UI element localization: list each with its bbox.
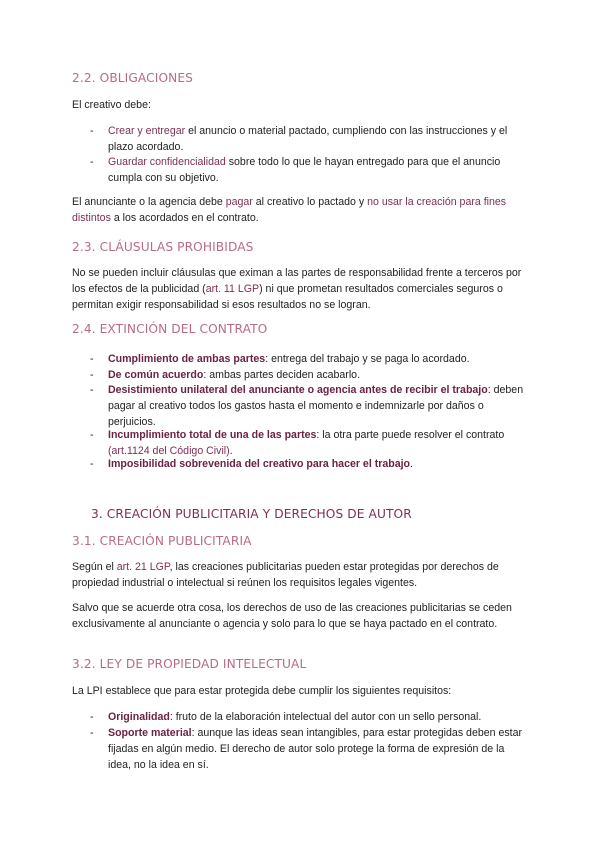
list-item-text: : entrega del trabajo y se paga lo acordado.: [265, 353, 470, 365]
text-run: El anunciante o la agencia debe: [72, 196, 226, 208]
bullet-dash: -: [90, 156, 94, 168]
obligaciones-intro: El creativo debe:: [72, 99, 151, 111]
bullet-dash: -: [90, 727, 94, 739]
bullet-dash: -: [90, 353, 94, 365]
list-item: [90, 155, 530, 187]
clausulas-paragraph: [72, 266, 532, 314]
section-heading-obligaciones: 2.2. OBLIGACIONES: [72, 71, 193, 85]
lpi-intro: La LPI establece que para estar protegida debe cumplir los siguientes requisitos:: [72, 685, 452, 697]
section-heading-clausulas: 2.3. CLÁUSULAS PROHIBIDAS: [72, 240, 254, 254]
creacion-paragraph-2: Salvo que se acuerde otra cosa, los derechos de uso de las creaciones publicitarias se ceden exclusivamente al anunciante o agencia y solo para lo que se haya pactado en el contrato.: [72, 602, 512, 630]
text-run: a los acordados en el contrato.: [110, 211, 259, 224]
highlight-term: art. 21 LGP: [116, 561, 170, 573]
section-heading-lpi: 3.2. LEY DE PROPIEDAD INTELECTUAL: [72, 657, 307, 671]
section-heading-creacion: 3.1. CREACIÓN PUBLICITARIA: [72, 534, 252, 548]
bullet-dash: -: [90, 711, 94, 723]
text-run: al creativo lo pactado y: [252, 196, 368, 208]
bullet-dash: -: [90, 125, 94, 137]
bold-term: Cumplimiento de ambas partes: [108, 353, 266, 365]
highlight-term: pagar: [225, 196, 253, 208]
text-run: .: [229, 444, 233, 457]
bullet-dash: -: [90, 384, 94, 396]
list-item-text: : la otra parte puede resolver el contrato: [316, 429, 505, 441]
creacion-paragraph-1: [72, 560, 532, 592]
list-item-text: el anuncio o material pactado, cumpliendo con las instrucciones y el plazo acordado.: [108, 125, 508, 153]
list-item-text: : aunque las ideas sean intangibles, para estar protegidas deben estar fijadas en algún medio. El derecho de autor solo protege la forma de expresión de la idea, no la idea en sí.: [108, 727, 523, 771]
highlight-term: (art.1124 del Código Civil): [108, 444, 230, 457]
list-item-text: : fruto de la elaboración intelectual del autor con un sello personal.: [169, 711, 482, 723]
bold-term: De común acuerdo: [108, 369, 204, 381]
list-item: [90, 368, 530, 384]
list-item-text: : ambas partes deciden acabarlo.: [203, 369, 361, 381]
list-item: [90, 457, 530, 473]
list-item-text: sobre todo lo que le hayan entregado para que el anuncio cumpla con su objetivo.: [108, 156, 501, 184]
bold-term: Soporte material: [108, 727, 192, 739]
text-run: No se pueden incluir cláusulas que eximan a las partes de responsabilidad frente a terceros por los efectos de la publicidad (: [72, 267, 522, 295]
bold-term: Incumplimiento total de una de las partes: [108, 429, 317, 441]
highlight-term: art. 11 LGP: [205, 282, 260, 295]
list-item-text: : deben pagar al creativo todos los gastos hasta el momento e indemnizarle por daños o perjuicios.: [108, 384, 524, 428]
list-item: [90, 726, 530, 774]
obligaciones-paragraph: [72, 195, 532, 227]
highlight-term: Guardar confidencialidad: [108, 156, 226, 168]
list-item: [90, 383, 530, 431]
list-item-text: .: [410, 458, 413, 470]
list-item: [90, 428, 530, 460]
bullet-dash: -: [90, 369, 94, 381]
list-item: [90, 124, 530, 156]
section-heading-extincion: 2.4. EXTINCIÓN DEL CONTRATO: [72, 322, 268, 336]
bullet-dash: -: [90, 458, 94, 470]
highlight-term: no usar la creación para fines distintos: [72, 196, 507, 224]
highlight-term: Crear y entregar: [108, 125, 186, 137]
bold-term: Originalidad: [108, 711, 170, 723]
bold-term: Imposibilidad sobrevenida del creativo para hacer el trabajo: [108, 458, 411, 470]
chapter-heading: 3. CREACIÓN PUBLICITARIA Y DERECHOS DE AUTOR: [91, 507, 412, 521]
bullet-dash: -: [90, 429, 94, 441]
text-run: Según el: [72, 561, 117, 573]
text-run: ) ni que prometan resultados comerciales seguros o permitan exigir responsabilidad si esos resultados no se logran.: [72, 282, 503, 311]
text-run: , las creaciones publicitarias pueden estar protegidas por derechos de propiedad industrial o intelectual si reúnen los requisitos legales vigentes.: [72, 561, 499, 589]
bold-term: Desistimiento unilateral del anunciante o agencia antes de recibir el trabajo: [108, 384, 488, 396]
list-item: [90, 352, 530, 368]
list-item: [90, 710, 530, 726]
